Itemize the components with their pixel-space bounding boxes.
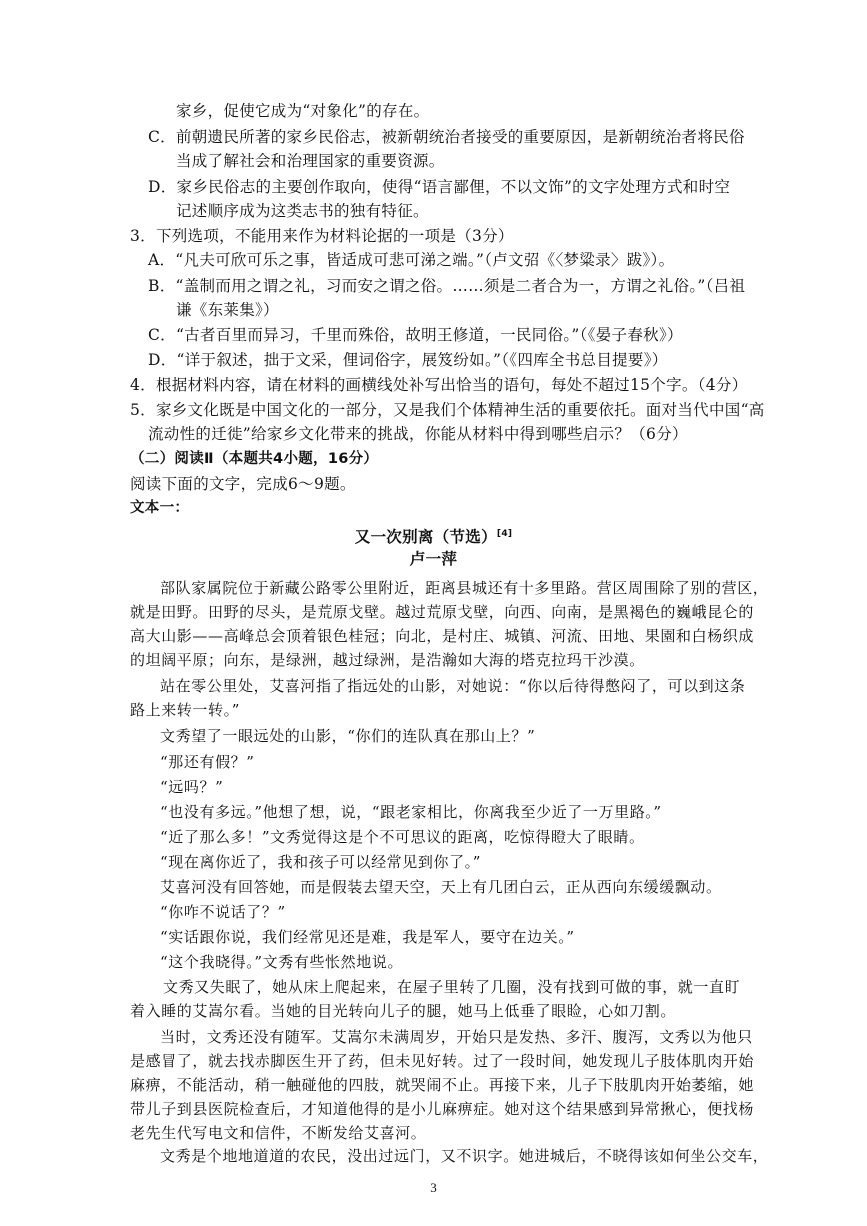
- text-line: 家乡，促使它成为“对象化”的存在。: [176, 102, 430, 120]
- text-line: 部队家属院位于新藏公路零公里附近，距离县城还有十多里路。营区周围除了别的营区，: [160, 579, 769, 597]
- text-line: 当时，文秀还没有随军。艾嵩尔未满周岁，开始只是发热、多汗、腹泻，文秀以为他只: [160, 1028, 753, 1046]
- text-line: 4．根据材料内容，请在材料的画横线处补写出恰当的语句，每处不超过15个字。（4分）: [130, 376, 748, 394]
- text-line: D．家乡民俗志的主要创作取向，使得“语言鄙俚，不以文饰”的文字处理方式和时空: [148, 178, 731, 196]
- text-line: 就是田野。田野的尽头，是荒原戈壁。越过荒原戈壁，向西、向南，是黑褐色的巍峨昆仑的: [130, 603, 755, 621]
- text-line: 5．家乡文化既是中国文化的一部分，又是我们个体精神生活的重要依托。面对当代中国“高: [130, 401, 765, 419]
- text-line: 麻痹，不能活动，稍一触碰他的四肢，就哭闹不止。再接下来，儿子下肢肌肉开始萎缩，她: [130, 1076, 755, 1094]
- text-line: “这个我晓得。”文秀有些怅然地说。: [160, 953, 404, 971]
- text-line: “远吗？”: [160, 778, 224, 796]
- text-line: “那还有假？”: [160, 753, 255, 771]
- text-line: 3．下列选项，不能用来作为材料论据的一项是（3分）: [130, 227, 514, 245]
- text-line: 带儿子到县医院检查后，才知道他得的是小儿麻痹症。她对这个结果感到异常揪心，便找杨: [130, 1100, 755, 1118]
- text-line: 流动性的迁徙”给家乡文化带来的挑战，你能从材料中得到哪些启示？（6分）: [148, 425, 688, 443]
- text-line: “你咋不说话了？”: [160, 903, 286, 921]
- text-line: 路上来转一转。”: [130, 701, 240, 719]
- text-line: “近了那么多！”文秀觉得这是个不可思议的距离，吃惊得瞪大了眼睛。: [160, 828, 645, 846]
- story-title: 又一次别离（节选）[4]: [354, 528, 513, 547]
- text-line: 着入睡的艾嵩尔看。当她的目光转向儿子的腿，她马上低垂了眼睑，心如刀割。: [130, 1002, 677, 1020]
- text-line: A．“凡夫可欣可乐之事，皆适成可悲可涕之端。”（卢文弨《〈梦粱录〉跋》）。: [148, 251, 675, 269]
- text-line: 是感冒了，就去找赤脚医生开了药，但未见好转。过了一段时间，她发现儿子肢体肌肉开始: [130, 1052, 755, 1070]
- text-line: 文本一：: [130, 500, 190, 516]
- text-line: 记述顺序成为这类志书的独有特征。: [176, 202, 429, 220]
- text-line: 站在零公里处，艾喜河指了指远处的山影，对她说：“你以后待得憋闷了，可以到这条: [160, 677, 746, 695]
- text-line: D．“详于叙述，拙于文采，俚词俗字，展笈纷如。”（《四库全书总目提要》）: [148, 351, 668, 369]
- text-line: 老先生代写电文和信件，不断发给艾喜河。: [130, 1124, 427, 1142]
- text-line: “也没有多远。”他想了想，说，“跟老家相比，你离我至少近了一万里路。”: [160, 803, 662, 821]
- text-line: 文秀望了一眼远处的山影，“你们的连队真在那山上？”: [160, 727, 536, 745]
- text-line: 高大山影——高峰总会顶着银色桂冠；向北，是村庄、城镇、河流、田地、果園和白杨织成: [130, 627, 755, 645]
- text-line: B．“盖制而用之谓之礼，习而安之谓之俗。……须是二者合为一，方谓之礼俗。”（吕祖: [148, 277, 746, 295]
- text-line: 阅读下面的文字，完成6～9题。: [130, 475, 356, 493]
- story-author: 卢一萍: [409, 550, 458, 568]
- text-line: “现在离你近了，我和孩子可以经常见到你了。”: [160, 853, 482, 871]
- text-line: 谦《东莱集》）: [176, 301, 279, 319]
- text-line: “实话跟你说，我们经常见还是难，我是军人，要守在边关。”: [160, 928, 575, 946]
- text-line: 艾喜河没有回答她，而是假装去望天空，天上有几团白云，正从西向东缓缓飘动。: [160, 878, 722, 896]
- text-line: 的坦阔平原；向东，是绿洲，越过绿洲，是浩瀚如大海的塔克拉玛干沙漠。: [130, 651, 645, 669]
- text-line: 文秀又失眠了，她从床上爬起来，在屋子里转了几圈，没有找到可做的事，就一直盯: [163, 978, 741, 996]
- text-line: （二）阅读Ⅱ（本题共4小题，16分）: [130, 451, 379, 467]
- extra-line: 文秀是个地地道道的农民，没出过远门，又不识字。她进城后，不晓得该如何坐公交车，: [160, 1147, 769, 1165]
- page-number: 3: [430, 1180, 437, 1195]
- text-line: 当成了解社会和治理国家的重要资源。: [176, 152, 445, 170]
- text-line: C．前朝遗民所著的家乡民俗志，被新朝统治者接受的重要原因，是新朝统治者将民俗: [148, 128, 745, 146]
- text-line: C．“古者百里而异习，千里而殊俗，故明王修道，一民同俗。”（《晏子春秋》）: [148, 326, 683, 344]
